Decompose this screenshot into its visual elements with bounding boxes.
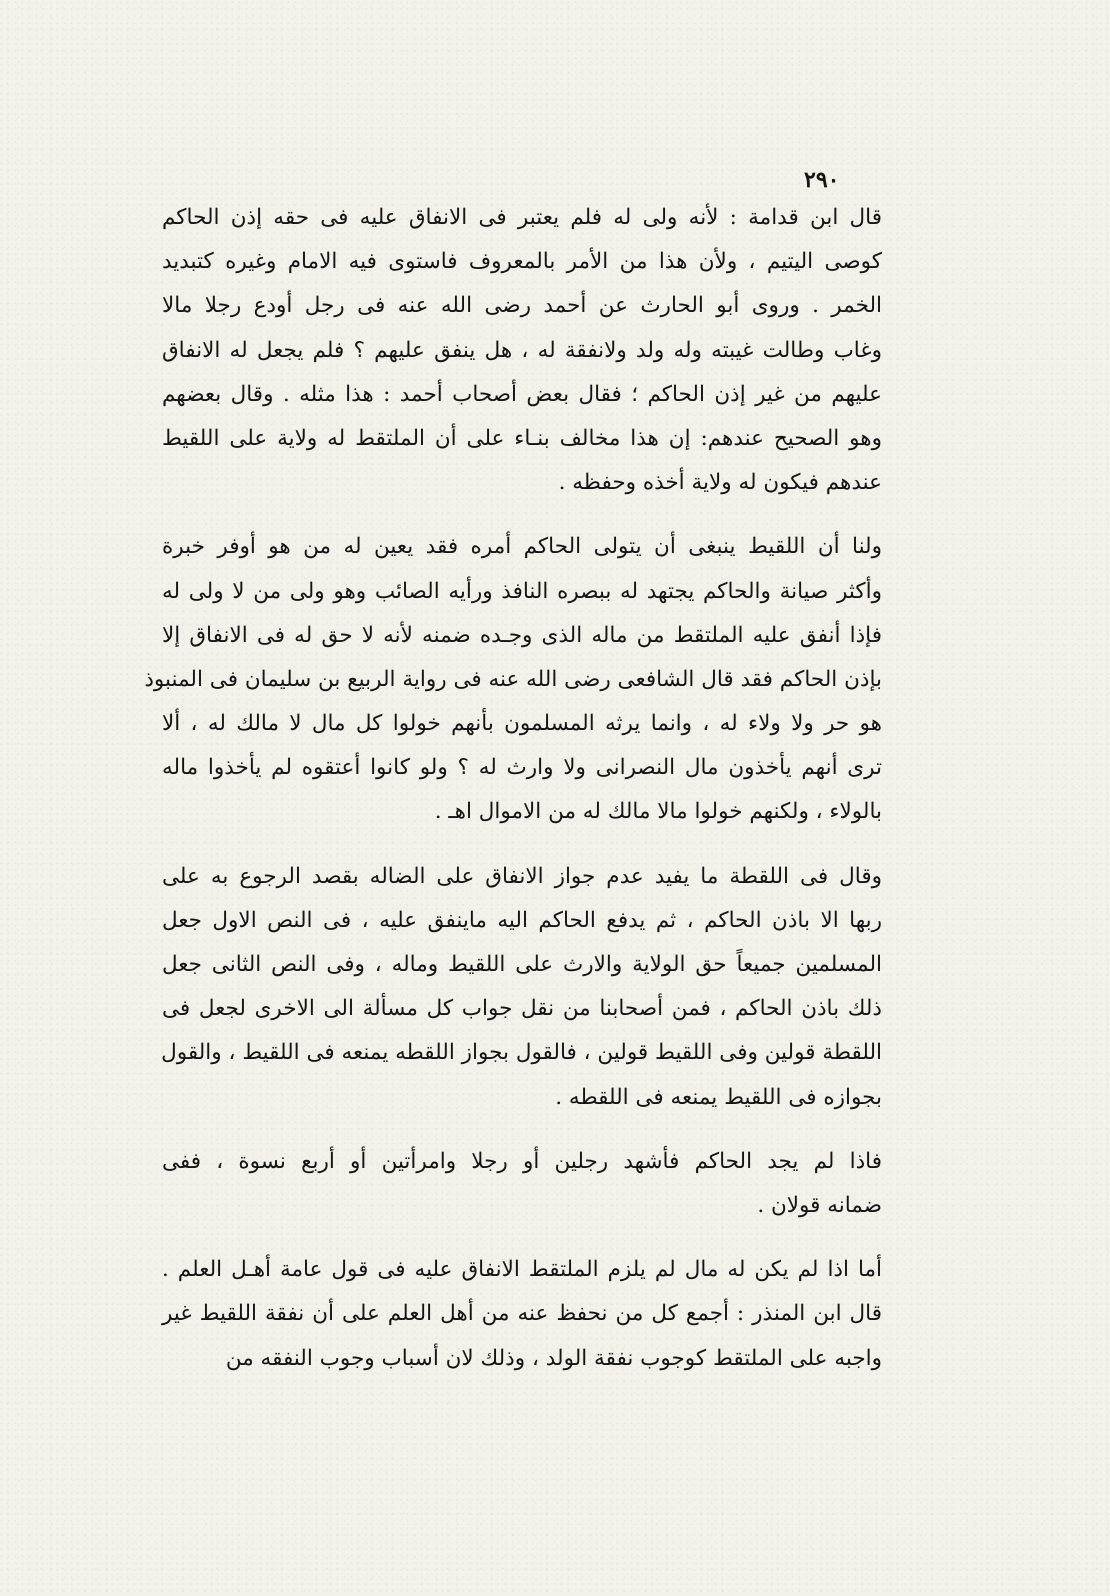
- text-line: عندهم فيكون له ولاية أخذه وحفظه .: [558, 470, 882, 496]
- text-line: بإذن الحاكم فقد قال الشافعى رضى الله عنه فى رواية الربيع بن سليمان فى المنبوذ: [144, 666, 882, 692]
- text-line: ولنا أن اللقيط ينبغى أن يتولى الحاكم أمره فقد يعين له من هو أوفر خبرة: [162, 534, 882, 560]
- text-line: بجوازه فى اللقيط يمنعه فى اللقطه .: [555, 1084, 882, 1110]
- text-line: قال ابن قدامة : لأنه ولى له فلم يعتبر فى الانفاق عليه فى حقه إذن الحاكم: [162, 205, 882, 230]
- text-line: وأكثر صيانة والحاكم يجتهد له ببصره النافذ ورأيه الصائب وهو ولى من لا ولى له: [162, 578, 882, 604]
- page-number: ٢٩٠: [804, 167, 840, 193]
- text-line: أما اذا لم يكن له مال لم يلزم الملتقط الانفاق عليه فى قول عامة أهـل العلم .: [162, 1257, 882, 1283]
- text-line: ضمانه قولان .: [757, 1192, 882, 1218]
- text-line: وقال فى اللقطة ما يفيد عدم جواز الانفاق على الضاله بقصد الرجوع به على: [162, 863, 882, 889]
- paragraph: [162, 1140, 882, 1228]
- body-text: [144, 196, 882, 1381]
- paragraph: [162, 1248, 882, 1381]
- text-line: وهو الصحيح عندهم: إن هذا مخالف بنـاء على أن الملتقط له ولاية على اللقيط: [162, 425, 882, 451]
- text-line: بالولاء ، ولكنهم خولوا مالا مالك له من الاموال اهـ .: [434, 799, 882, 825]
- text-line: الخمر . وروى أبو الحارث عن أحمد رضى الله عنه فى رجل أودع رجلا مالا: [162, 293, 882, 319]
- text-line: فإذا أنفق عليه الملتقط من ماله الذى وجـده ضمنه لأنه لا حق له فى الانفاق إلا: [162, 622, 882, 648]
- text-line: ربها الا باذن الحاكم ، ثم يدفع الحاكم اليه ماينفق عليه ، فى النص الاول جعل: [162, 907, 882, 933]
- paragraph: [144, 525, 882, 834]
- text-line: كوصى اليتيم ، ولأن هذا من الأمر بالمعروف فاستوى فيه الامام وغيره كتبديد: [162, 249, 882, 275]
- paragraph: [162, 196, 882, 505]
- text-line: واجبه على الملتقط كوجوب نفقة الولد ، وذلك لان أسباب وجوب النفقه من: [225, 1345, 882, 1371]
- text-line: وغاب وطالت غيبته وله ولد ولانفقة له ، هل ينفق عليهم ؟ فلم يجعل له الانفاق: [162, 337, 882, 363]
- text-line: اللقطة قولين وفى اللقيط قولين ، فالقول بجواز اللقطه يمنعه فى اللقيط ، والقول: [161, 1040, 882, 1066]
- text-line: قال ابن المنذر : أجمع كل من نحفظ عنه من أهل العلم على أن نفقة اللقيط غير: [162, 1301, 882, 1327]
- text-line: ترى أنهم يأخذون مال النصرانى ولا وارث له ؟ ولو كانوا أعتقوه لم يأخذوا ماله: [162, 755, 882, 781]
- text-line: عليهم من غير إذن الحاكم ؛ فقال بعض أصحاب أحمد : هذا مثله . وقال بعضهم: [162, 381, 882, 407]
- text-line: فاذا لم يجد الحاكم فأشهد رجلين أو رجلا وامرأتين أو أربع نسوة ، ففى: [162, 1148, 882, 1174]
- text-line: المسلمين جميعاً حق الولاية والارث على اللقيط وماله ، وفى النص الثانى جعل: [162, 952, 882, 977]
- text-line: هو حر ولا ولاء له ، وانما يرثه المسلمون بأنهم خولوا كل مال لا مالك له ، ألا: [162, 711, 882, 737]
- text-line: ذلك باذن الحاكم ، فمن أصحابنا من نقل جواب كل مسألة الى الاخرى لجعل فى: [162, 996, 882, 1022]
- paragraph: [162, 855, 882, 1120]
